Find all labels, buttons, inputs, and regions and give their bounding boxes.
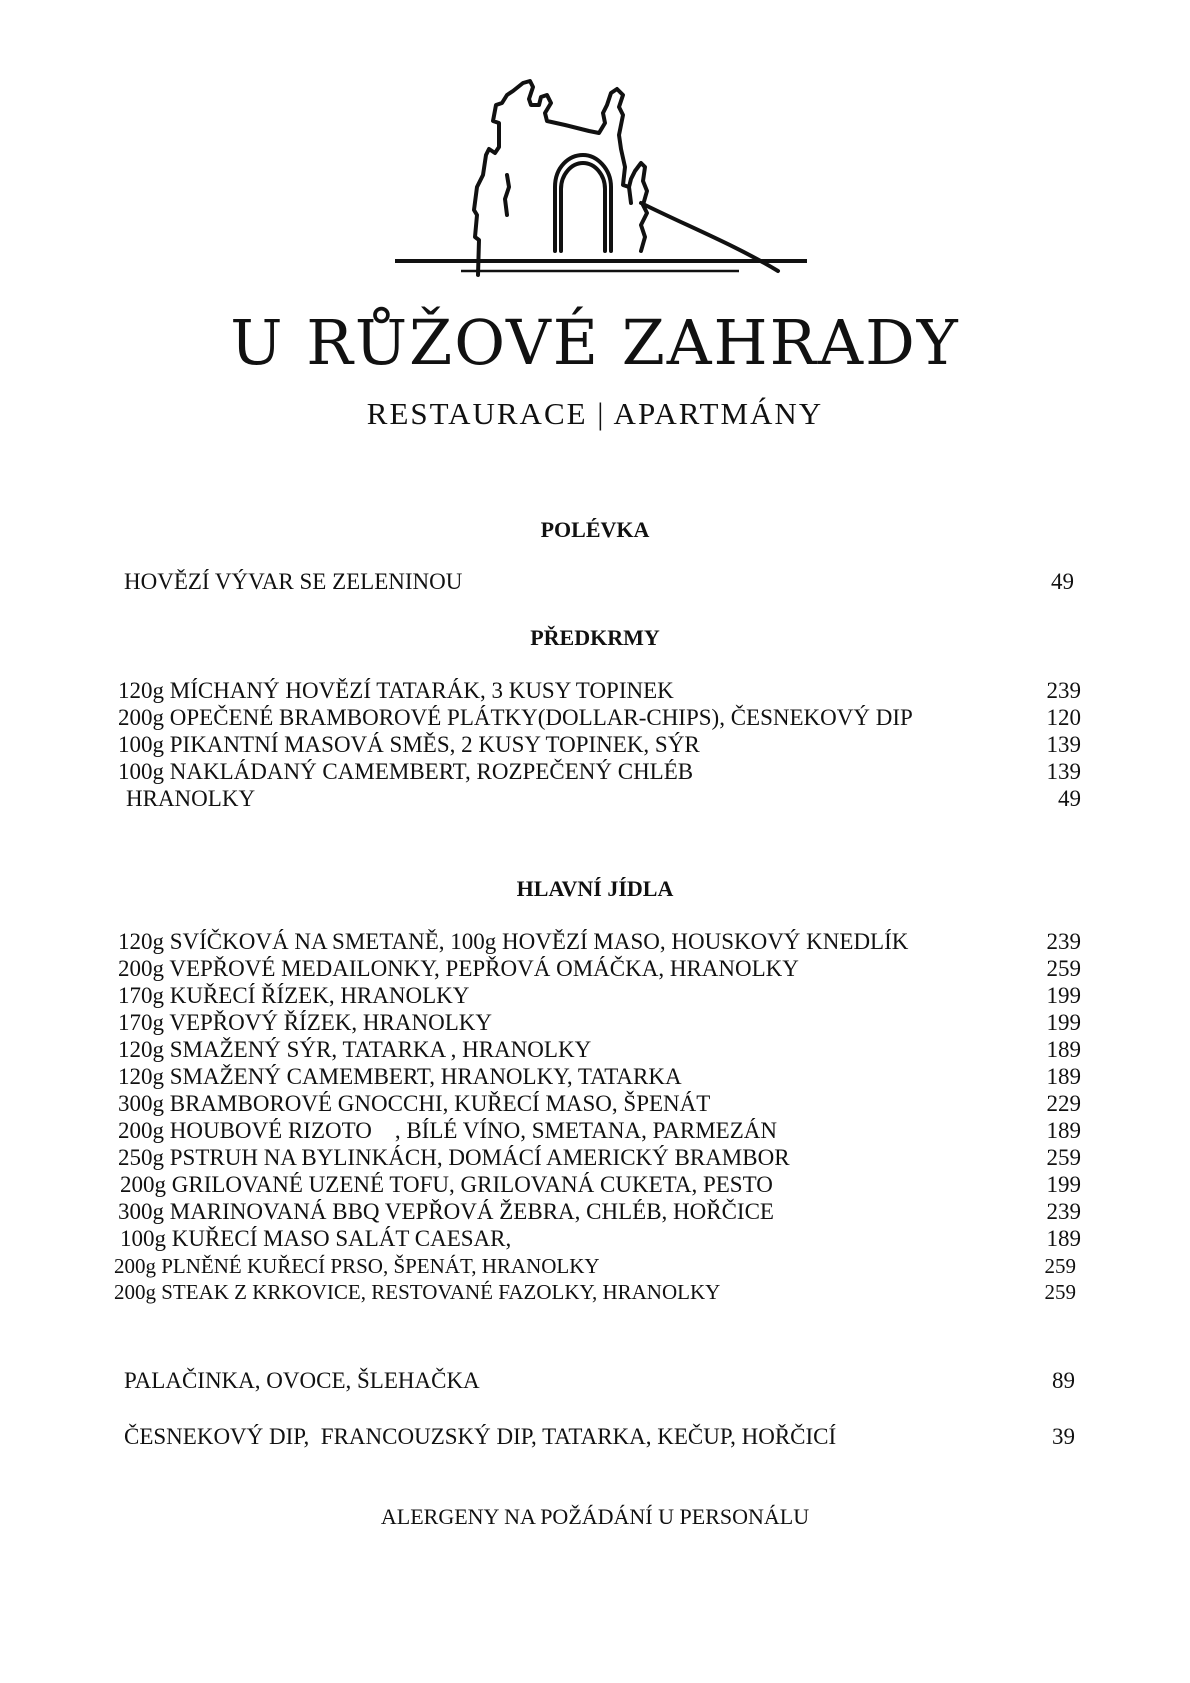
menu-item	[124, 1367, 1075, 1395]
item-price: 259	[1044, 1280, 1076, 1304]
menu-item	[118, 1090, 1081, 1118]
item-name: ČESNEKOVÝ DIP, FRANCOUZSKÝ DIP, TATARKA, KEČUP, HOŘČICÍ	[124, 1424, 837, 1449]
item-price: 259	[1046, 1145, 1081, 1170]
restaurant-subtitle: RESTAURACE | APARTMÁNY	[366, 396, 824, 431]
item-price: 259	[1046, 956, 1081, 981]
menu-item	[118, 704, 1081, 732]
allergens-note: ALERGENY NA POŽÁDÁNÍ U PERSONÁLU	[380, 1504, 810, 1529]
item-price: 49	[1051, 569, 1074, 594]
item-name: 200g STEAK Z KRKOVICE, RESTOVANÉ FAZOLKY, HRANOLKY	[114, 1280, 721, 1304]
item-price: 229	[1046, 1091, 1081, 1116]
item-name: 300g BRAMBOROVÉ GNOCCHI, KUŘECÍ MASO, ŠPENÁT	[118, 1091, 711, 1116]
item-name: HOVĚZÍ VÝVAR SE ZELENINOU	[124, 569, 463, 594]
item-name: 100g NAKLÁDANÝ CAMEMBERT, ROZPEČENÝ CHLÉB	[118, 759, 694, 784]
item-name: 200g PLNĚNÉ KUŘECÍ PRSO, ŠPENÁT, HRANOLKY	[114, 1254, 600, 1278]
menu-item	[126, 785, 1081, 813]
menu-item	[118, 731, 1081, 759]
menu-item	[114, 1278, 1076, 1306]
menu-item	[118, 1063, 1081, 1091]
item-name: 100g PIKANTNÍ MASOVÁ SMĚS, 2 KUSY TOPINEK, SÝR	[118, 732, 700, 757]
item-price: 189	[1046, 1037, 1081, 1062]
section-title-hlavni: HLAVNÍ JÍDLA	[516, 876, 674, 901]
item-name: HRANOLKY	[126, 786, 256, 811]
item-price: 199	[1046, 1172, 1081, 1197]
item-price: 199	[1046, 1010, 1081, 1035]
item-price: 239	[1046, 678, 1081, 703]
menu-item	[118, 1198, 1081, 1226]
item-price: 139	[1046, 759, 1081, 784]
section-title-polevka: POLÉVKA	[540, 517, 650, 542]
menu-item	[118, 1009, 1081, 1037]
restaurant-name: U RŮŽOVÉ ZAHRADY	[230, 306, 960, 379]
item-name: 200g GRILOVANÉ UZENÉ TOFU, GRILOVANÁ CUKETA, PESTO	[120, 1172, 773, 1197]
menu-item	[118, 677, 1081, 705]
item-price: 239	[1046, 929, 1081, 954]
item-price: 259	[1044, 1254, 1076, 1278]
menu-item	[118, 928, 1081, 956]
item-price: 189	[1046, 1064, 1081, 1089]
menu-item	[118, 1144, 1081, 1172]
item-price: 89	[1052, 1368, 1075, 1393]
item-name: 300g MARINOVANÁ BBQ VEPŘOVÁ ŽEBRA, CHLÉB, HOŘČICE	[118, 1199, 774, 1224]
item-name: 120g MÍCHANÝ HOVĚZÍ TATARÁK, 3 KUSY TOPINEK	[118, 678, 674, 703]
item-price: 39	[1052, 1424, 1075, 1449]
menu-item	[114, 1252, 1076, 1280]
menu-item	[120, 1171, 1081, 1199]
menu-item	[118, 758, 1081, 786]
item-name: 120g SMAŽENÝ SÝR, TATARKA , HRANOLKY	[118, 1037, 592, 1062]
item-price: 49	[1058, 786, 1081, 811]
menu-item	[118, 1036, 1081, 1064]
item-name: PALAČINKA, OVOCE, ŠLEHAČKA	[124, 1368, 480, 1393]
item-name: 170g KUŘECÍ ŘÍZEK, HRANOLKY	[118, 983, 470, 1008]
menu-item	[124, 568, 1074, 596]
item-name: 120g SVÍČKOVÁ NA SMETANĚ, 100g HOVĚZÍ MASO, HOUSKOVÝ KNEDLÍK	[118, 929, 909, 954]
item-name: 120g SMAŽENÝ CAMEMBERT, HRANOLKY, TATARKA	[118, 1064, 682, 1089]
item-price: 120	[1046, 705, 1081, 730]
castle-outline-logo-icon	[395, 75, 835, 293]
menu-item	[118, 955, 1081, 983]
item-price: 189	[1046, 1226, 1081, 1251]
item-price: 139	[1046, 732, 1081, 757]
menu-item	[118, 982, 1081, 1010]
menu-item	[118, 1117, 1081, 1145]
item-name: 200g VEPŘOVÉ MEDAILONKY, PEPŘOVÁ OMÁČKA, HRANOLKY	[118, 956, 799, 981]
menu-item	[120, 1225, 1081, 1253]
item-name: 200g HOUBOVÉ RIZOTO , BÍLÉ VÍNO, SMETANA, PARMEZÁN	[118, 1118, 777, 1143]
item-name: 170g VEPŘOVÝ ŘÍZEK, HRANOLKY	[118, 1010, 492, 1035]
item-name: 250g PSTRUH NA BYLINKÁCH, DOMÁCÍ AMERICKÝ BRAMBOR	[118, 1145, 790, 1170]
item-price: 199	[1046, 983, 1081, 1008]
menu-item	[124, 1423, 1075, 1451]
item-price: 239	[1046, 1199, 1081, 1224]
section-title-predkrmy: PŘEDKRMY	[530, 625, 660, 650]
item-price: 189	[1046, 1118, 1081, 1143]
item-name: 100g KUŘECÍ MASO SALÁT CAESAR,	[120, 1226, 512, 1251]
item-name: 200g OPEČENÉ BRAMBOROVÉ PLÁTKY(DOLLAR-CHIPS), ČESNEKOVÝ DIP	[118, 705, 913, 730]
